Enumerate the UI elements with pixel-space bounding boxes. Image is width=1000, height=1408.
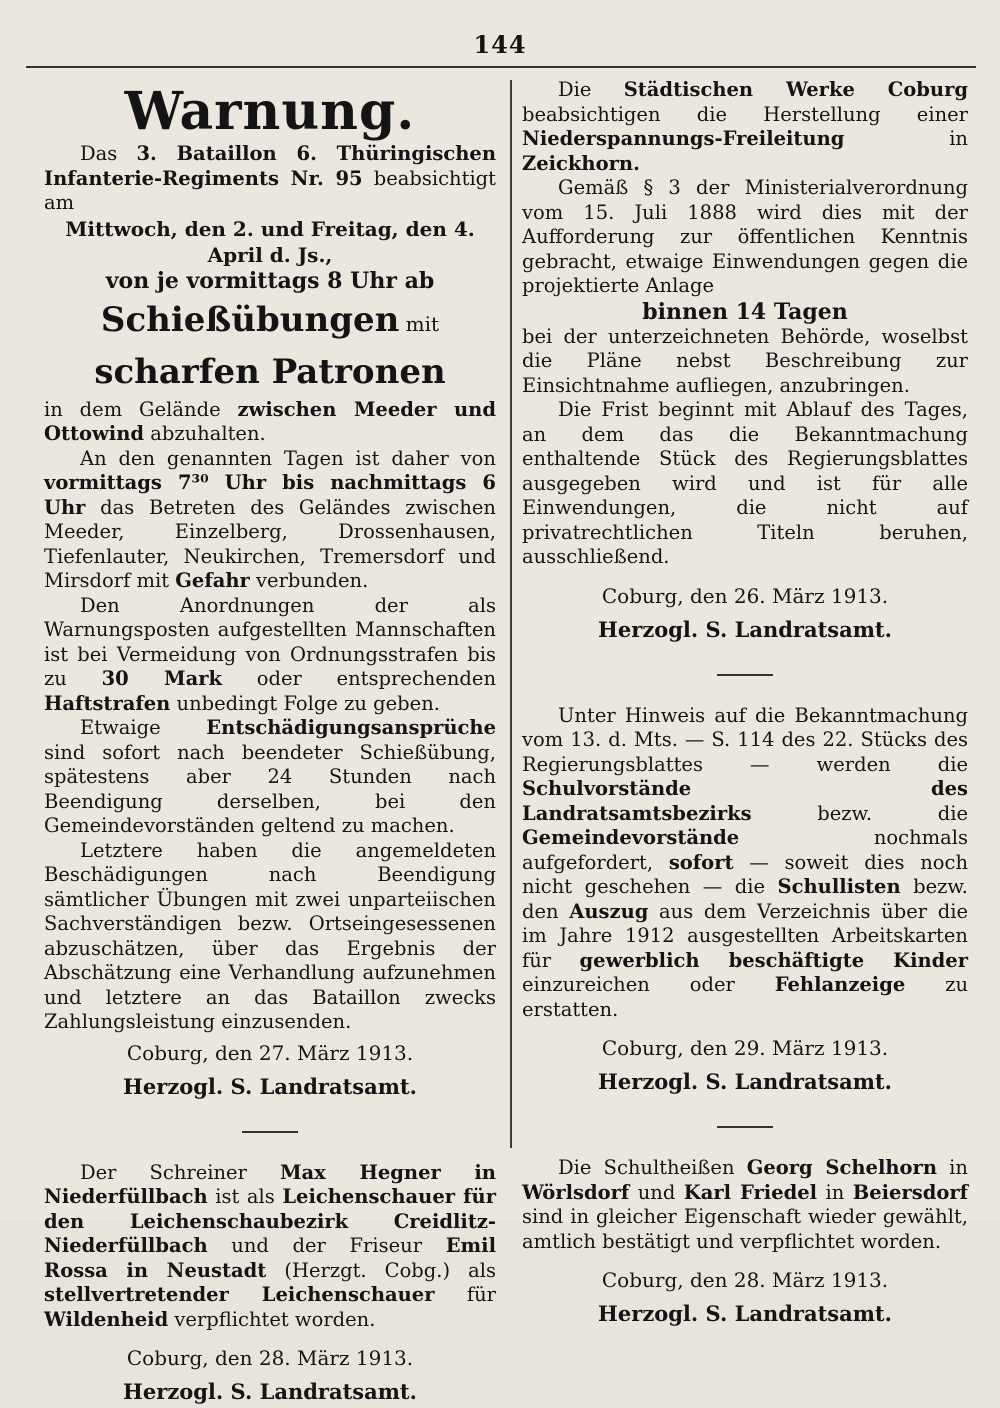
section-rule — [717, 674, 773, 676]
notice-coroner: Der Schreiner Max Hegner in Niederfüllbach ist als Leichenschauer für den Leichenschaubezirk Creidlitz-Niederfüllbach und der Friseur Emil Rossa in Neustadt (Herzgt. Cobg.) als stellvertretender Leichenschauer für Wildenheid verpflichtet worden. — [44, 1160, 497, 1331]
warning-shooting: Schießübungen mit scharfen Patronen — [94, 299, 446, 392]
notice-school-lists: Unter Hinweis auf die Bekanntmachung vom 13. d. Mts. — S. 114 des 22. Stücks des Regierungsblattes — werden die Schulvorstände des Landratsamtsbezirks bezw. die Gemeindevorstände nochmals aufgefordert, sofort — soweit dies noch nicht geschehen — die Schullisten bezw. den Auszug aus dem Verzeichnis über die im Jahre 1912 ausgestellten Arbeitskarten für gewerblich beschäftigte Kinder einzureichen oder Fehlanzeige zu erstatten. — [522, 703, 969, 1021]
coroner-signature: Herzogl. S. Landratsamt. — [123, 1379, 417, 1404]
school-lists-signature: Herzogl. S. Landratsamt. — [598, 1069, 892, 1094]
coroner-place-date: Coburg, den 28. März 1913. — [126, 1346, 414, 1370]
section-rule — [717, 1126, 773, 1128]
right-column — [522, 78, 968, 1330]
power-line-paragraph-3: bei der unterzeichneten Behörde, woselbst die Pläne nebst Beschreibung zur Einsichtnahme aufliegen, anzubringen. — [522, 324, 968, 397]
power-line-place-date: Coburg, den 26. März 1913. — [601, 583, 889, 608]
warning-paragraph-4: Etwaige Entschädigungsansprüche sind sofort nach beendeter Schießübung, spätestens aber 24 Stunden nach Beendigung derselben, bei den Gemeindevorständen geltend zu machen. — [44, 716, 496, 837]
warning-place-date: Coburg, den 27. März 1913. — [126, 1040, 414, 1065]
header-rule — [26, 66, 976, 68]
power-line-deadline: binnen 14 Tagen — [642, 298, 848, 325]
warning-dates: Mittwoch, den 2. und Freitag, den 4. April d. Js., — [65, 216, 475, 267]
warning-time: von je vormittags 8 Uhr ab — [105, 267, 435, 294]
power-line-paragraph-2: Gemäß § 3 der Ministerialverordnung vom 15. Juli 1888 wird dies mit der Aufforderung zur öffentlichen Kenntnis gebracht, etwaige Einwendungen gegen die projektierte Anlage — [522, 176, 968, 297]
school-lists-place-date: Coburg, den 29. März 1913. — [601, 1036, 889, 1060]
power-line-paragraph-4: Die Frist beginnt mit Ablauf des Tages, an dem das die Bekanntmachung enthaltende Stück des Regierungsblattes ausgegeben wird und ist für alle Einwendungen, die nicht auf privatrechtlichen Titeln beruhen, ausschließend. — [522, 398, 968, 568]
page-number: 144 — [473, 30, 527, 59]
warning-intro: Das 3. Bataillon 6. Thüringischen Infanterie-Regiments Nr. 95 beabsichtigt am — [44, 142, 496, 214]
power-line-signature: Herzogl. S. Landratsamt. — [598, 616, 892, 642]
section-rule — [242, 1131, 298, 1133]
warning-paragraph-5: Letztere haben die angemeldeten Beschädigungen nach Beendigung sämtlicher Übungen mit zwei unparteiischen Sachverständigen bezw. Ortseingesessenen abzuschätzen, über das Ergebnis der Abschätzung eine Verhandlung aufzunehmen und letztere an das Bataillon zwecks Zahlungsleistung einzusenden. — [44, 838, 496, 1033]
warning-paragraph-2: An den genannten Tagen ist daher von vormittags 7³⁰ Uhr bis nachmittags 6 Uhr das Betreten des Geländes zwischen Meeder, Einzelberg, Drossenhausen, Tiefenlauter, Neukirchen, Tremersdorf und Mirsdorf mit Gefahr verbunden. — [44, 446, 496, 592]
notice-mayors: Die Schultheißen Georg Schelhorn in Wörlsdorf und Karl Friedel in Beiersdorf sind in gleicher Eigenschaft wieder gewählt, amtlich bestätigt und verpflichtet worden. — [522, 1156, 968, 1253]
warning-paragraph-3: Den Anordnungen der als Warnungsposten aufgestellten Mannschaften ist bei Vermeidung von Ordnungsstrafen bis zu 30 Mark oder entsprechenden Haftstrafen unbedingt Folge zu geben. — [44, 593, 497, 715]
column-divider — [510, 80, 512, 1148]
warning-title: Warnung. — [124, 81, 416, 142]
warning-area: in dem Gelände zwischen Meeder und Ottowind abzuhalten. — [44, 397, 496, 445]
warning-signature: Herzogl. S. Landratsamt. — [123, 1073, 417, 1099]
mayors-signature: Herzogl. S. Landratsamt. — [598, 1301, 892, 1326]
left-column — [44, 78, 496, 1408]
mayors-place-date: Coburg, den 28. März 1913. — [601, 1268, 889, 1292]
notice-power-line: Die Städtischen Werke Coburg beabsichtigen die Herstellung einer Niederspannungs-Freileitung in Zeickhorn. — [522, 78, 968, 175]
